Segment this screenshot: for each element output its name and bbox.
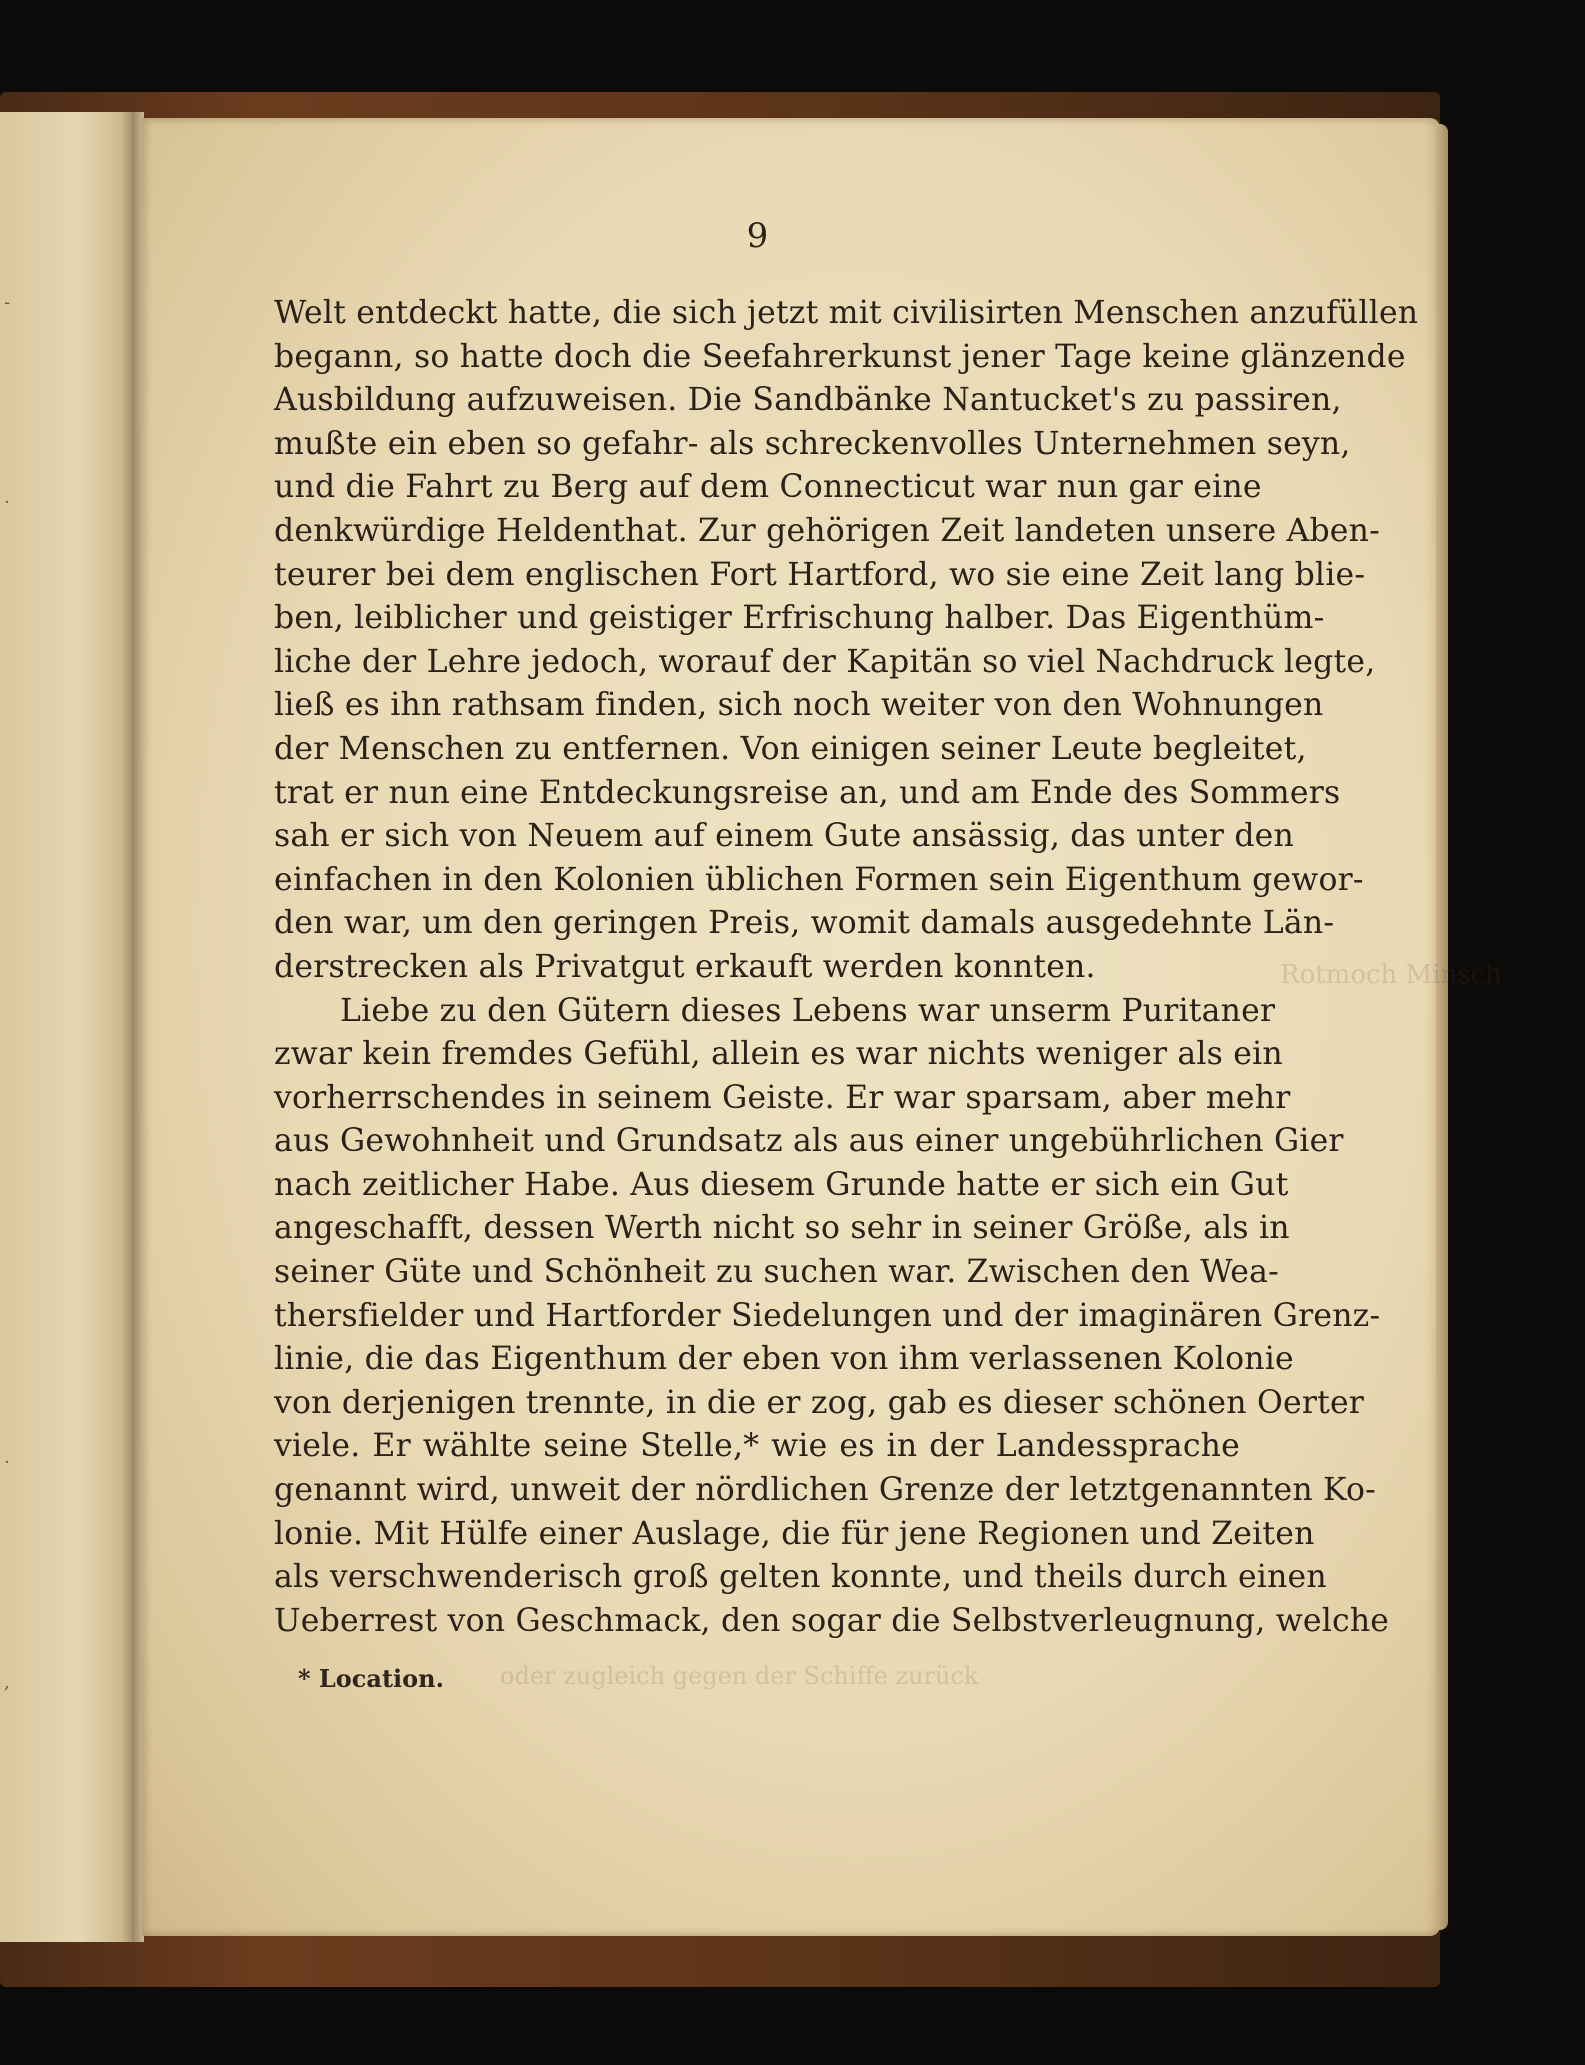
page-number: 9 [746, 216, 769, 256]
text-line: ben, leiblicher und geistiger Erfrischung halber. Das Eigenthüm- [274, 600, 1325, 637]
text-line: den war, um den geringen Preis, womit damals ausgedehnte Län- [274, 905, 1335, 942]
text-line: teurer bei dem englischen Fort Hartford, wo sie eine Zeit lang blie- [274, 556, 1366, 593]
text-line: Welt entdeckt hatte, die sich jetzt mit civilisirten Menschen anzufüllen [274, 295, 1419, 331]
bleed-through-text: Rotmoch Minsch [1280, 960, 1502, 990]
page-edge [1436, 124, 1448, 1930]
text-line: aus Gewohnheit und Grundsatz als aus einer ungebührlichen Gier [274, 1123, 1344, 1160]
left-page-fragment: - · · , [0, 112, 134, 1942]
text-line: begann, so hatte doch die Seefahrerkunst jener Tage keine glänzende [274, 338, 1406, 375]
text-line: nach zeitlicher Habe. Aus diesem Grunde hatte er sich ein Gut [274, 1166, 1289, 1203]
text-line: der Menschen zu entfernen. Von einigen seiner Leute begleitet, [274, 730, 1307, 767]
text-line: als verschwenderisch groß gelten konnte, und theils durch einen [274, 1559, 1327, 1596]
text-line: und die Fahrt zu Berg auf dem Connecticut war nun gar eine [274, 469, 1262, 506]
text-line: mußte ein eben so gefahr- als schreckenvolles Unternehmen seyn, [274, 425, 1351, 462]
text-line: einfachen in den Kolonien üblichen Formen sein Eigenthum gewor- [274, 861, 1364, 898]
text-line: genannt wird, unweit der nördlichen Grenze der letztgenannten Ko- [274, 1472, 1376, 1509]
text-line: von derjenigen trennte, in die er zog, gab es dieser schönen Oerter [274, 1384, 1365, 1421]
text-line: Ausbildung aufzuweisen. Die Sandbänke Nantucket's zu passiren, [274, 382, 1342, 419]
text-line: thersfielder und Hartforder Siedelungen und der imaginären Grenz- [274, 1297, 1381, 1334]
text-line: zwar kein fremdes Gefühl, allein es war nichts weniger als ein [274, 1036, 1283, 1073]
bleed-through-text: oder zugleich gegen der Schiffe zurück [500, 1662, 979, 1690]
text-line: seiner Güte und Schönheit zu suchen war. Zwischen den Wea- [274, 1254, 1279, 1291]
text-line: Ueberrest von Geschmack, den sogar die Selbstverleugnung, welche [274, 1602, 1390, 1639]
text-line: vorherrschendes in seinem Geiste. Er war sparsam, aber mehr [274, 1079, 1291, 1116]
text-line: Liebe zu den Gütern dieses Lebens war unserm Puritaner [340, 992, 1276, 1029]
text-line: liche der Lehre jedoch, worauf der Kapitän so viel Nachdruck legte, [274, 643, 1376, 680]
text-line: denkwürdige Heldenthat. Zur gehörigen Zeit landeten unsere Aben- [274, 512, 1380, 549]
text-line: trat er nun eine Entdeckungsreise an, und am Ende des Sommers [274, 774, 1341, 811]
text-line: angeschafft, dessen Werth nicht so sehr in seiner Größe, als in [274, 1210, 1290, 1247]
footnote: * Location. [298, 1664, 444, 1693]
text-line: derstrecken als Privatgut erkauft werden konnten. [274, 948, 1096, 985]
text-line: sah er sich von Neuem auf einem Gute ansässig, das unter den [274, 818, 1295, 855]
text-line: viele. Er wählte seine Stelle,* wie es in der Landessprache [274, 1428, 1240, 1465]
text-line: lonie. Mit Hülfe einer Auslage, die für jene Regionen und Zeiten [274, 1515, 1315, 1552]
text-line: linie, die das Eigenthum der eben von ihm verlassenen Kolonie [274, 1341, 1294, 1378]
text-line: ließ es ihn rathsam finden, sich noch weiter von den Wohnungen [274, 687, 1324, 724]
